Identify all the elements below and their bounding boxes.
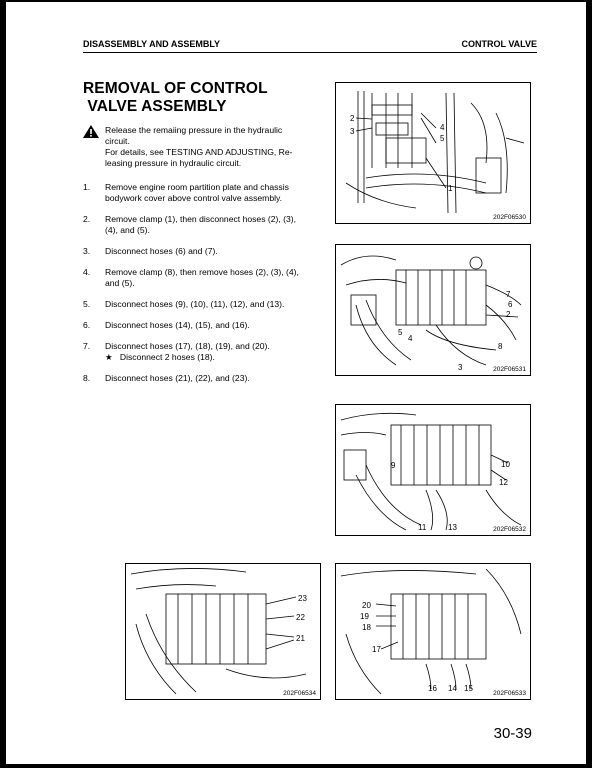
step-text: Remove clamp (1), then disconnect hoses (2), (3), [105,214,297,224]
figure-5-label: 20 [362,601,371,610]
step-text: bodywork cover above control valve assembly. [105,193,283,203]
header-chapter-title: CONTROL VALVE [461,39,537,49]
page-title [83,80,268,116]
figure-2-label: 3 [458,363,463,372]
figure-5-label: 16 [428,684,437,693]
procedure-steps [83,182,319,394]
step-number: 6. [83,320,91,330]
step-number: 2. [83,214,91,224]
step-2 [83,214,319,236]
warning-triangle-icon [83,125,99,138]
step-number: 5. [83,299,91,309]
figure-1-illustration [336,83,530,223]
step-number: 1. [83,182,91,192]
step-text: and (5). [105,278,135,288]
figure-1-control-valve-top [335,82,531,224]
figure-5-hoses [335,563,531,700]
figure-2-label: 8 [498,342,503,351]
title-line-1: REMOVAL OF CONTROL [83,80,268,97]
step-text: Disconnect hoses (9), (10), (11), (12), and (13). [105,299,285,309]
figure-1-label: 2 [350,114,355,123]
figure-2-label: 2 [506,310,511,319]
figure-2-label: 7 [506,290,511,299]
warning-line: Release the remaiing pressure in the hydraulic [105,125,283,135]
warning-line: For details, see TESTING AND ADJUSTING, Re- [105,147,293,157]
figure-5-label: 18 [362,623,371,632]
figure-3-hoses [335,404,531,536]
figure-4-hoses [125,563,321,700]
figure-2-illustration [336,245,530,375]
figure-5-illustration [336,564,530,699]
step-1 [83,182,319,204]
figure-4-label: 21 [296,634,305,643]
warning-note [83,125,313,169]
figure-2-label: 6 [508,300,513,309]
page-number: 30-39 [493,725,532,742]
step-text: Remove engine room partition plate and chassis [105,182,289,192]
figure-4-label: 23 [298,594,307,603]
figure-3-code: 202F06532 [493,526,526,533]
figure-2-code: 202F06531 [493,366,526,373]
figure-2-label: 5 [398,328,403,337]
figure-5-label: 17 [372,645,381,654]
figure-1-label: 4 [440,123,445,132]
warning-line: circuit. [105,136,130,146]
figure-4-label: 22 [296,613,305,622]
step-text: Disconnect hoses (17), (18), (19), and (20). [105,341,270,351]
figure-1-code: 202F06530 [493,214,526,221]
figure-5-label: 14 [448,684,457,693]
figure-3-illustration [336,405,530,535]
step-note: ★ Disconnect 2 hoses (18). [105,352,215,362]
figure-4-code: 202F06534 [283,690,316,697]
step-5 [83,299,319,310]
figure-3-label: 9 [391,461,396,470]
figure-5-code: 202F06533 [493,690,526,697]
title-line-2: VALVE ASSEMBLY [83,98,227,115]
warning-text [105,125,313,169]
step-number: 3. [83,246,91,256]
figure-1-label: 3 [350,127,355,136]
figure-1-label: 1 [448,184,453,193]
step-text: (4), and (5). [105,225,150,235]
figure-5-label: 19 [360,612,369,621]
step-text: Disconnect hoses (6) and (7). [105,246,218,256]
figure-3-label: 10 [501,460,510,469]
header-section-title: DISASSEMBLY AND ASSEMBLY [83,39,221,49]
step-text: Disconnect hoses (21), (22), and (23). [105,373,250,383]
step-7 [83,341,319,363]
warning-line: leasing pressure in hydraulic circuit. [105,158,242,168]
figure-4-illustration [126,564,320,699]
figure-3-label: 11 [418,523,427,532]
figure-2-label: 4 [408,334,413,343]
page-header [83,38,537,53]
figure-3-label: 12 [499,478,508,487]
step-text: Disconnect hoses (14), (15), and (16). [105,320,250,330]
step-text: Remove clamp (8), then remove hoses (2), (3), (4), [105,267,299,277]
step-6 [83,320,319,331]
figure-3-label: 13 [448,523,457,532]
step-number: 7. [83,341,91,351]
step-3 [83,246,319,257]
figure-5-label: 15 [464,684,473,693]
figure-2-hoses [335,244,531,376]
step-number: 4. [83,267,91,277]
figure-1-label: 5 [440,134,445,143]
step-number: 8. [83,373,91,383]
step-8 [83,373,319,384]
step-4 [83,267,319,289]
